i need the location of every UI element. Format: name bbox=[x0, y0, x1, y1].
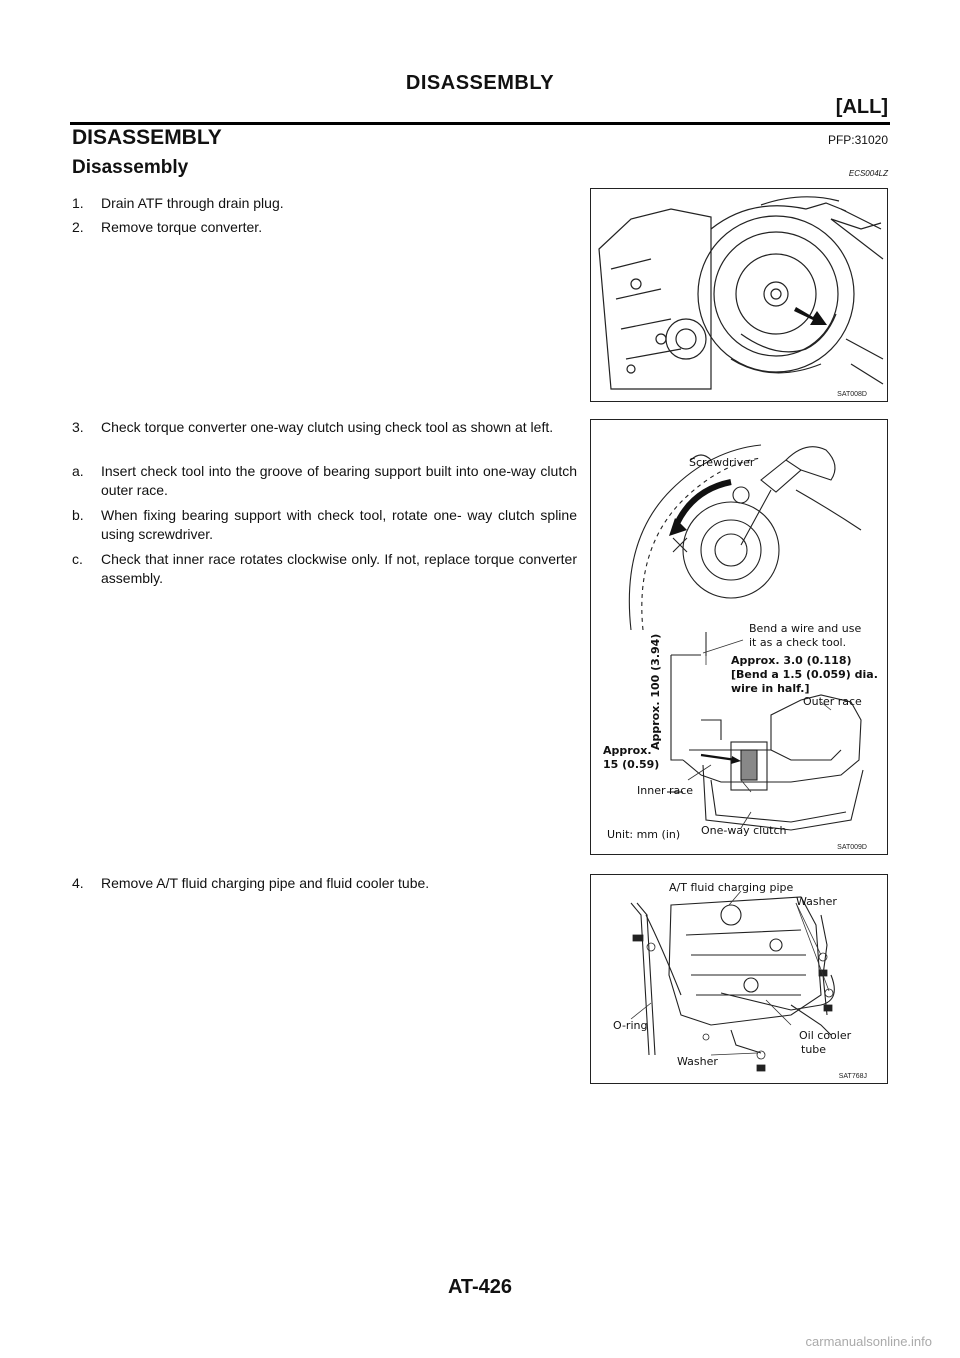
page-header-tag: [ALL] bbox=[835, 96, 888, 118]
section-part-code: PFP:31020 bbox=[827, 133, 888, 147]
label-inner-race: Inner race bbox=[637, 784, 694, 797]
label-wire-half: wire in half.] bbox=[731, 682, 810, 695]
header-rule bbox=[70, 122, 890, 125]
figure-code: SAT009D bbox=[837, 844, 867, 851]
watermark: carmanualsonline.info bbox=[805, 1334, 932, 1349]
step-number: 3. bbox=[72, 419, 84, 435]
page-number: AT-426 bbox=[447, 1276, 513, 1298]
label-charging-pipe: A/T fluid charging pipe bbox=[669, 881, 794, 894]
step-text: Check that inner race rotates clockwise only. If not, replace torque converter assembly. bbox=[101, 551, 577, 586]
step-number: a. bbox=[72, 463, 84, 479]
label-oil-cooler-2: tube bbox=[801, 1043, 827, 1056]
page-header-title: DISASSEMBLY bbox=[405, 72, 555, 94]
step-1 bbox=[72, 194, 577, 213]
step-3 bbox=[72, 418, 577, 437]
figure-code: SAT768J bbox=[838, 1073, 867, 1080]
label-screwdriver: Screwdriver bbox=[689, 456, 755, 469]
figure-code: SAT008D bbox=[837, 391, 867, 398]
step-text: Drain ATF through drain plug. bbox=[101, 195, 284, 211]
torque-converter-illustration bbox=[591, 189, 887, 401]
label-o-ring: O-ring bbox=[613, 1019, 648, 1032]
step-number: b. bbox=[72, 507, 84, 523]
label-one-way-clutch: One-way clutch bbox=[701, 824, 787, 837]
figure-torque-converter-removal bbox=[590, 188, 888, 402]
label-bend-wire-1: Bend a wire and use bbox=[749, 622, 862, 635]
label-approx-15-b: 15 (0.59) bbox=[603, 758, 660, 771]
label-approx-100: Approx. 100 (3.94) bbox=[649, 633, 662, 750]
label-bend-1-5: [Bend a 1.5 (0.059) dia. bbox=[731, 668, 878, 681]
step-3a bbox=[72, 462, 577, 500]
fluid-pipe-illustration bbox=[591, 875, 887, 1083]
step-number: 2. bbox=[72, 219, 84, 235]
section-title: DISASSEMBLY bbox=[72, 126, 222, 149]
label-outer-race: Outer race bbox=[803, 695, 862, 708]
subsection-title: Disassembly bbox=[72, 157, 189, 178]
label-oil-cooler-1: Oil cooler bbox=[799, 1029, 852, 1042]
label-approx-3: Approx. 3.0 (0.118) bbox=[731, 654, 852, 667]
step-text: When fixing bearing support with check tool, rotate one- way clutch spline using screwdriver. bbox=[101, 507, 577, 542]
subsection-code: ECS004LZ bbox=[848, 169, 888, 178]
step-number: 1. bbox=[72, 195, 84, 211]
figure-one-way-clutch-check bbox=[590, 419, 888, 855]
step-text: Insert check tool into the groove of bearing support built into one-way clutch outer race. bbox=[101, 463, 577, 498]
figure-fluid-pipe-cooler-tube bbox=[590, 874, 888, 1084]
step-4 bbox=[72, 874, 577, 893]
step-3b bbox=[72, 506, 577, 544]
step-text: Remove A/T fluid charging pipe and fluid cooler tube. bbox=[101, 875, 430, 891]
step-3c bbox=[72, 550, 577, 588]
step-2 bbox=[72, 218, 577, 237]
label-approx-15-a: Approx. bbox=[603, 744, 652, 757]
step-number: c. bbox=[72, 551, 83, 567]
label-washer-top: Washer bbox=[796, 895, 837, 908]
label-unit: Unit: mm (in) bbox=[607, 828, 681, 841]
label-bend-wire-2: it as a check tool. bbox=[749, 636, 847, 649]
label-washer-bottom: Washer bbox=[677, 1055, 718, 1068]
one-way-clutch-illustration bbox=[591, 420, 887, 854]
step-text: Remove torque converter. bbox=[101, 219, 263, 235]
step-number: 4. bbox=[72, 875, 84, 891]
step-text: Check torque converter one-way clutch using check tool as shown at left. bbox=[101, 419, 554, 435]
